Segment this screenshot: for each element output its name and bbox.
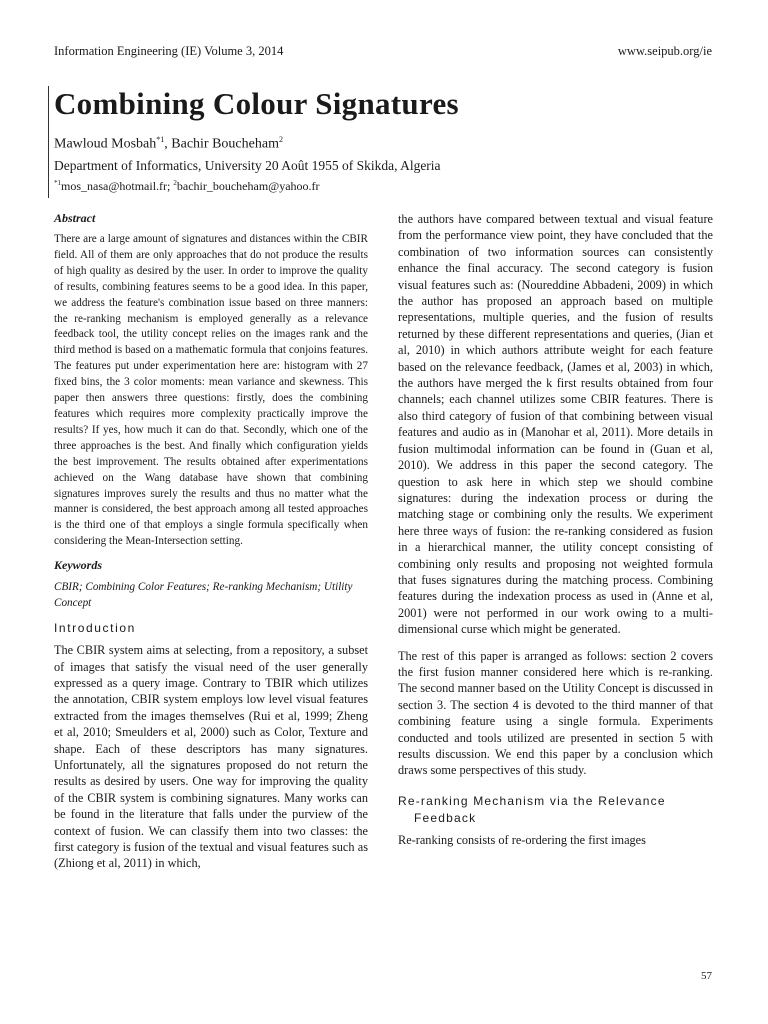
introduction-paragraph-1-continued: the authors have compared between textual and visual feature from the performance view point, they have concluded that the combination of two information sources can consistently enhance the final accuracy. The second category is fusion visual features such as: (Noureddine Abbadeni, 2009) in which the author has proposed an approach based on multiple representations, multiple queries, and the fusion of results returned by these different representations and queries, (Jian et al, 2010) in which authors attribute weight for each feature based on the relevance feedback, (James et al, 2003) in which, the authors have merged the k first results obtained from four channels; each channel utilizes some CBIR features. There is also third category of fusion of that combining between visual features and audio as in (Manohar et al, 2011). More details in fusion multimodal information can be found in (Guan et al, 2010). We address in this paper the second category. The question to ask here in which step we should combine signatures: during the indexation process or during the matching stage or combining only the results. We experiment here three ways of fusion: the re-ranking considered as fusion in a hierarchical manner, the utility concept consisting of combining only results and proposing not weighted formula that fuses signatures during the matching process. Combining features during the indexation process as used in (Anne et al, 2001) were not performed in our work owing to a multi-dimensional curse which might be generated. <box>398 212 713 637</box>
introduction-paragraph-1: The CBIR system aims at selecting, from a repository, a subset of images that satisfy the visual need of the user generally expressed as a query image. Contrary to TBIR which utilizes the annotation, CBIR system employs low level visual features extracted from the images themselves (Rui et al, 1999; Zheng et al, 2010; Smeulders et al, 2000) such as Color, Texture and shape. Each of these descriptors has many signatures. Unfortunately, all the signatures proposed do not return the results as desired by users. One way for improving the quality of the CBIR system is combining signatures. Many works can be found in the literature that falls under the purview of the context of fusion. We can classify them into two classes: the first category is fusion of the textual and visual features such as (Zhiong et al, 2011) in which, <box>54 643 368 871</box>
section-2-paragraph-1: Re-ranking consists of re-ordering the first images <box>398 832 646 847</box>
author-1: Mawloud Mosbah <box>54 136 157 152</box>
section-2-heading-line-1: Re-ranking Mechanism via the Relevance <box>398 793 666 808</box>
author-2-sup: 2 <box>278 135 283 144</box>
email-2-sup: 2 <box>173 179 177 187</box>
author-2: , Bachir Boucheham <box>164 136 279 152</box>
right-column <box>398 211 713 858</box>
author-1-sup: *1 <box>156 135 165 144</box>
keywords-text: CBIR; Combining Color Features; Re-ranking Mechanism; Utility Concept <box>54 581 353 610</box>
section-2-heading-line-2: Feedback <box>414 810 477 825</box>
paper-title: Combining Colour Signatures <box>54 86 459 121</box>
email-1: mos_nasa@hotmail.fr; <box>61 179 174 193</box>
email-1-sup: *1 <box>54 179 61 187</box>
email-2: bachir_boucheham@yahoo.fr <box>176 179 320 193</box>
keywords-label: Keywords <box>54 558 102 573</box>
section-2-heading <box>398 793 713 827</box>
title-rule <box>48 86 49 198</box>
journal-header: Information Engineering (IE) Volume 3, 2014 <box>54 44 284 58</box>
page-number: 57 <box>701 970 712 982</box>
authors <box>54 135 283 153</box>
introduction-heading: Introduction <box>54 621 136 636</box>
affiliation: Department of Informatics, University 20 Août 1955 of Skikda, Algeria <box>54 158 441 173</box>
website-header: www.seipub.org/ie <box>617 44 712 58</box>
left-column <box>54 211 368 882</box>
emails <box>54 179 320 194</box>
abstract-text: There are a large amount of signatures and distances within the CBIR field. All of them are only approaches that do not produce the results of high quality as desired by the user. In order to improve the quality of results, combining features seems to be a good idea. In this paper, we address the feature's combination issue based on three manners: the re-ranking mechanism is employed generally as a relevance feedback tool, the utility concept relies on the images rank and the third method is based on a mathematic formula that conjoins features. The features put under experimentation here are: histogram with 27 fixed bins, the 3 color moments: mean variance and skewness. This paper then answers three questions: firstly, does the combining features which requires more complexity practically improve the results? If yes, how much it can do that. Secondly, which one of the three approaches is the best. And finally which configuration yields the best improvement. The results obtained after experimentations achieved on the Wang database have shown that combining signatures improves surely the results and thus no matter what the manner is considered, the best approach among all tested approaches is the third one of that employs a single formula specifically when considering the Mean-Intersection setting. <box>54 233 368 548</box>
abstract-label: Abstract <box>54 211 96 225</box>
introduction-paragraph-2: The rest of this paper is arranged as follows: section 2 covers the first fusion manner considered here which is re-ranking. The second manner based on the Utility Concept is discussed in section 3. The section 4 is devoted to the third manner of that combining feature using a single formula. Experiments conducted and tools utilized are presented in section 5 with results discussion. We end this paper by a conclusion which draws some perspectives of this study. <box>398 648 713 778</box>
